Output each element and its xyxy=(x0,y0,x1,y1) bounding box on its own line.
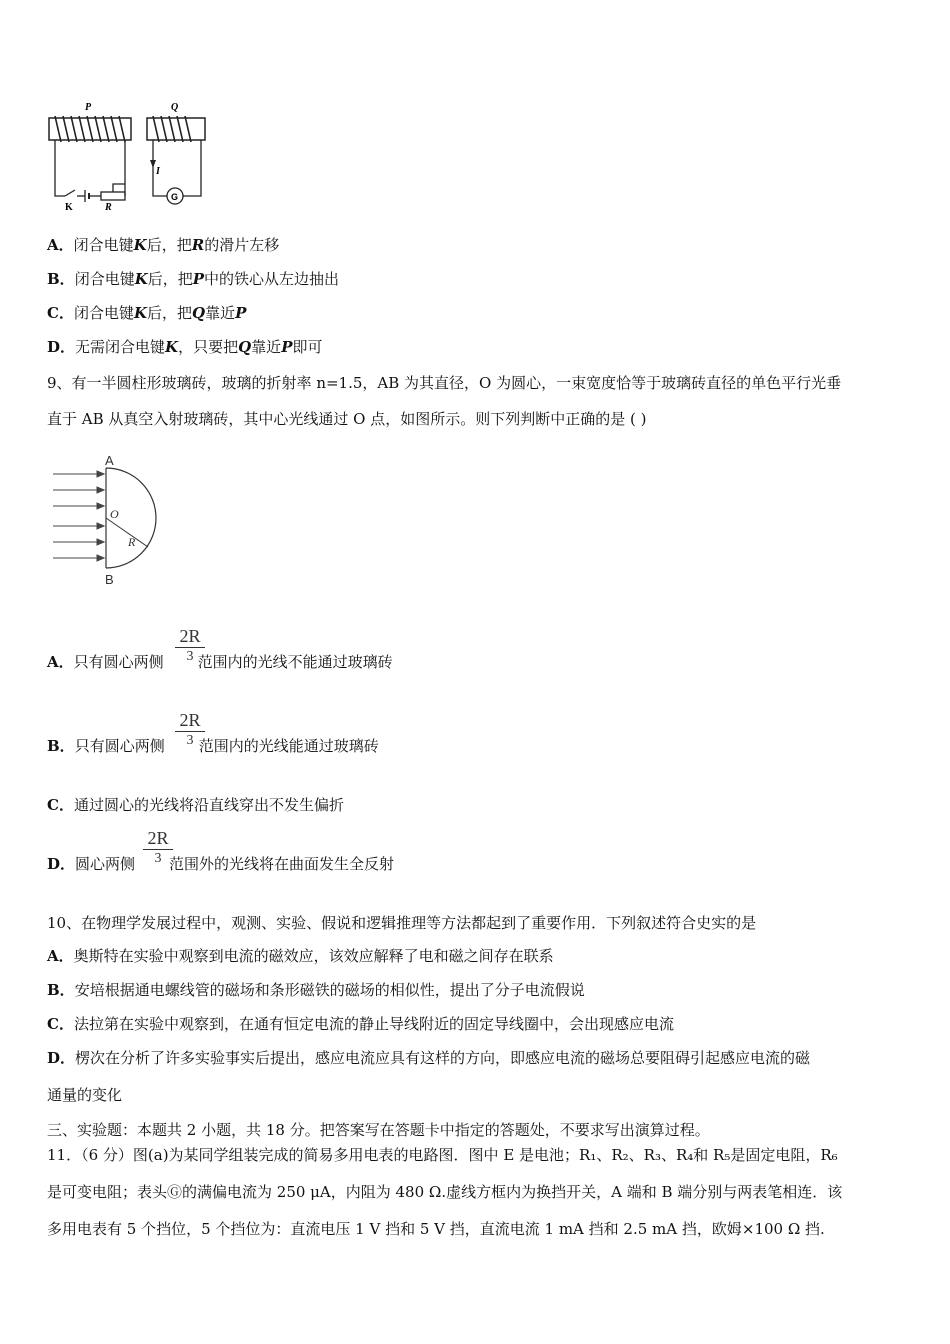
coil-p-windings xyxy=(55,116,125,142)
rheostat-slider xyxy=(113,184,125,192)
semicircle-glass-figure xyxy=(48,450,168,590)
q10-option-a: A．奥斯特在实验中观察到电流的磁效应，该效应解释了电和磁之间存在联系 xyxy=(47,947,554,965)
label-o: O xyxy=(110,507,119,521)
q10-option-d-cont: 通量的变化 xyxy=(47,1086,123,1104)
q9-option-d-fraction: 2R 3 xyxy=(143,828,173,867)
q9-option-a: A．只有圆心两侧 范围内的光线不能通过玻璃砖 xyxy=(47,653,393,671)
q11-line1: 11．（6 分）图(a)为某同学组装完成的简易多用电表的电路图．图中 E 是电池；R₁、R₂、R₃、R₄和 R₅是固定电阻，R₆ xyxy=(47,1146,838,1164)
q11-line2: 是可变电阻；表头Ⓖ的满偏电流为 250 μA，内阻为 480 Ω.虚线方框内为换挡开关，A 端和 B 端分别与两表笔相连．该 xyxy=(47,1183,843,1201)
q9-option-c: C．通过圆心的光线将沿直线穿出不发生偏折 xyxy=(47,796,344,814)
coil-q-windings xyxy=(153,116,191,142)
radius-r xyxy=(106,518,148,547)
label-b: B xyxy=(105,572,114,587)
q9-option-b-fraction: 2R 3 xyxy=(175,710,205,749)
rheostat-r xyxy=(101,192,125,200)
p-circuit-wire xyxy=(55,140,65,196)
q8-option-c: C．闭合电键K后，把Q靠近P xyxy=(47,304,247,322)
label-r: R xyxy=(105,202,112,213)
q8-option-a: A．闭合电键K后，把R的滑片左移 xyxy=(47,236,280,254)
q9-option-b: B．只有圆心两侧 范围内的光线能通过玻璃砖 xyxy=(47,737,379,755)
label-g: G xyxy=(171,192,179,202)
label-r: R xyxy=(128,535,136,549)
q9-stem-line2: 直于 AB 从真空入射玻璃砖，其中心光线通过 O 点，如图所示。则下列判断中正确的是 ( ) xyxy=(47,410,647,428)
q8-option-d: D．无需闭合电键K，只要把Q靠近P即可 xyxy=(47,338,323,356)
switch-k xyxy=(65,190,75,196)
parallel-light-rays xyxy=(53,471,104,561)
q8-option-b: B．闭合电键K后，把P中的铁心从左边抽出 xyxy=(47,270,340,288)
q9-option-d: D．圆心两侧 范围外的光线将在曲面发生全反射 xyxy=(47,855,395,873)
q10-stem: 10、在物理学发展过程中，观测、实验、假说和逻辑推理等方法都起到了重要作用．下列叙述符合史实的是 xyxy=(47,914,757,932)
q11-line3: 多用电表有 5 个挡位，5 个挡位为：直流电压 1 V 挡和 5 V 挡，直流电流 1 mA 挡和 2.5 mA 挡，欧姆×100 Ω 挡. xyxy=(47,1220,825,1238)
q9-option-a-fraction: 2R 3 xyxy=(175,626,205,665)
label-a: A xyxy=(105,453,114,468)
label-p: P xyxy=(85,102,92,113)
label-k: K xyxy=(65,202,73,213)
label-q: Q xyxy=(171,102,179,113)
q10-option-d: D．楞次在分析了许多实验事实后提出，感应电流应具有这样的方向，即感应电流的磁场总要阻碍引起感应电流的磁 xyxy=(47,1049,811,1067)
section-3-heading: 三、实验题：本题共 2 小题，共 18 分。把答案写在答题卡中指定的答题处，不要求写出演算过程。 xyxy=(47,1121,710,1139)
label-i: I xyxy=(156,166,160,177)
coil-circuit-figure xyxy=(45,98,215,213)
q9-stem-line1: 9、有一半圆柱形玻璃砖，玻璃的折射率 n=1.5，AB 为其直径，O 为圆心，一束宽度恰等于玻璃砖直径的单色平行光垂 xyxy=(47,374,842,392)
q10-option-b: B．安培根据通电螺线管的磁场和条形磁铁的磁场的相似性，提出了分子电流假说 xyxy=(47,981,585,999)
q10-option-c: C．法拉第在实验中观察到，在通有恒定电流的静止导线附近的固定导线圈中，会出现感应电流 xyxy=(47,1015,674,1033)
